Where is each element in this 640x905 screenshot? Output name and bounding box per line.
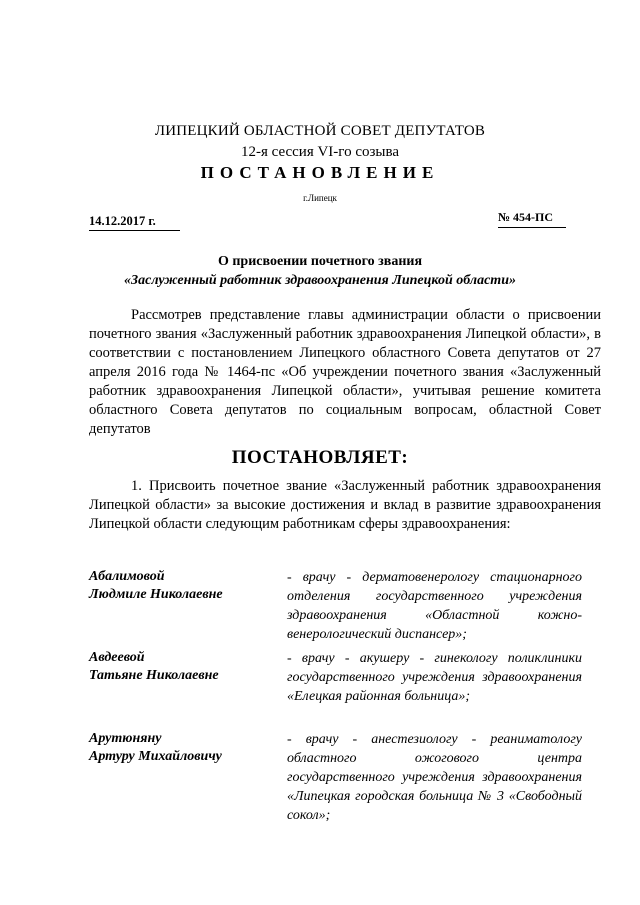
- person-description: - врачу - анестезиологу - реаниматологу областного ожогового центра государственного учреждения здравоохранения «Липецкая городская больница № 3 «Свободный сокол»;: [287, 732, 582, 823]
- person-description: - врачу - акушеру - гинекологу поликлиники государственного учреждения здравоохранения «Елецкая районная больница»;: [287, 651, 582, 704]
- person-surname: Арутюняну: [89, 731, 162, 746]
- organization-name: ЛИПЕЦКИЙ ОБЛАСТНОЙ СОВЕТ ДЕПУТАТОВ: [154, 123, 486, 139]
- person-given-name: Артуру Михайловичу: [89, 749, 222, 764]
- person-name: [89, 568, 269, 604]
- session-info: 12-я сессия VI-го созыва: [240, 144, 400, 160]
- title-line-2: «Заслуженный работник здравоохранения Липецкой области»: [124, 273, 516, 288]
- person-name: [89, 730, 269, 766]
- person-given-name: Людмиле Николаевне: [89, 587, 223, 602]
- decree-heading: ПОСТАНОВЛЯЕТ:: [231, 447, 409, 468]
- document-type: ПОСТАНОВЛЕНИЕ: [200, 163, 440, 182]
- document-number: № 454-ПС: [498, 210, 566, 228]
- person-surname: Авдеевой: [89, 650, 145, 665]
- intro-paragraph: Рассмотрев представление главы администрации области о присвоении почетного звания «Заслуженный работник здравоохранения Липецкой области», в соответствии с постановлением Липецкого областного Совета депутатов от 27 апреля 2016 года № 1464-пс «Об учреждении почетного звания «Заслуженный работник здравоохранения Липецкой области», учитывая решение комитета областного Совета депутатов по социальным вопросам, областной Совет депутатов: [89, 307, 601, 437]
- document-title: [0, 252, 640, 290]
- decree-item-1: 1. Присвоить почетное звание «Заслуженный работник здравоохранения Липецкой области» за высокие достижения и вклад в развитие здравоохранения Липецкой области следующим работникам сферы здравоохранения:: [89, 478, 601, 532]
- city: г.Липецк: [303, 193, 337, 203]
- title-line-1: О присвоении почетного звания: [217, 254, 423, 269]
- person-description: - врачу - дерматовенерологу стационарного отделения государственного учреждения здравоохранения «Областной кожно-венерологический диспансер»;: [287, 570, 582, 642]
- person-given-name: Татьяне Николаевне: [89, 668, 219, 683]
- person-name: [89, 649, 269, 685]
- person-surname: Абалимовой: [89, 569, 165, 584]
- document-date: 14.12.2017 г.: [89, 214, 180, 231]
